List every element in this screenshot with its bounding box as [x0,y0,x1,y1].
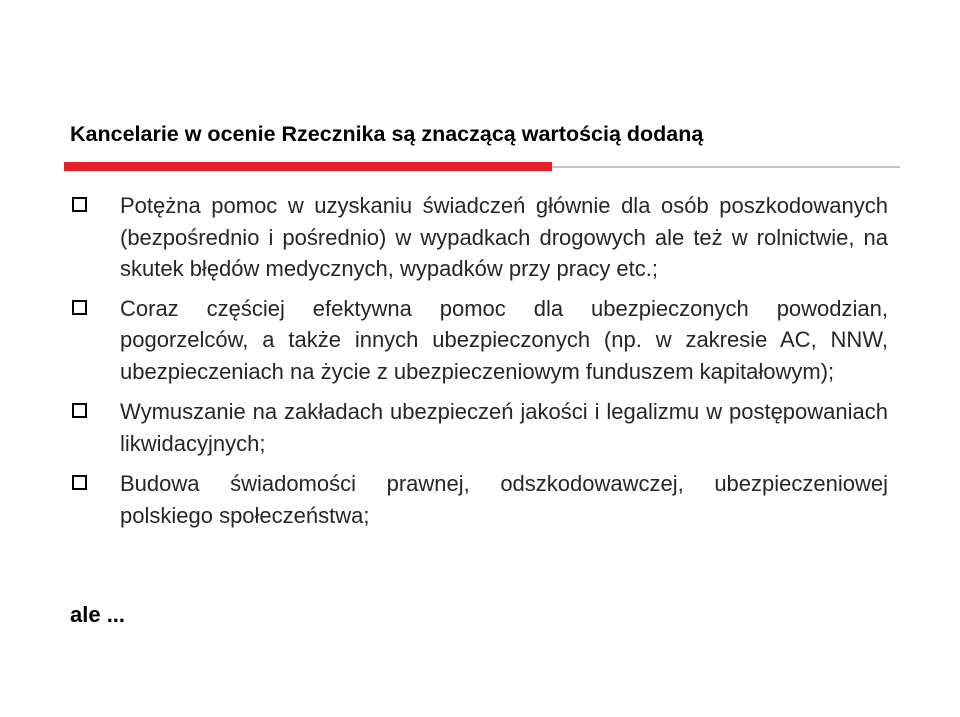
checkbox-square-icon [72,197,87,212]
bullet-text: Wymuszanie na zakładach ubezpieczeń jakości i legalizmu w postępowaniach likwidacyjnych; [120,399,888,456]
checkbox-square-icon [72,475,87,490]
bullet-text: Budowa świadomości prawnej, odszkodowawczej, ubezpieczeniowej polskiego społeczeństwa; [120,471,888,528]
bullet-item [70,468,888,531]
bullet-text: Coraz częściej efektywna pomoc dla ubezpieczonych powodzian, pogorzelców, a także innych ubezpieczonych (np. w zakresie AC, NNW, ubezpieczeniach na życie z ubezpieczeniowym funduszem kapitałowym); [120,295,888,384]
closing-text: ale ... [70,602,126,627]
bullet-item [70,396,888,459]
checkbox-square-icon [72,403,87,418]
bullet-item [70,190,888,285]
bullet-list [70,190,888,539]
slide-title: Kancelarie w ocenie Rzecznika są znaczącą wartością dodaną [70,122,704,146]
bullet-item [70,293,888,388]
title-accent-bar [64,162,552,171]
bullet-text: Potężna pomoc w uzyskaniu świadczeń głównie dla osób poszkodowanych (bezpośrednio i pośrednio) w wypadkach drogowych ale też w rolnictwie, na skutek błędów medycznych, wypadków przy pracy etc.; [120,193,888,281]
checkbox-square-icon [72,300,87,315]
